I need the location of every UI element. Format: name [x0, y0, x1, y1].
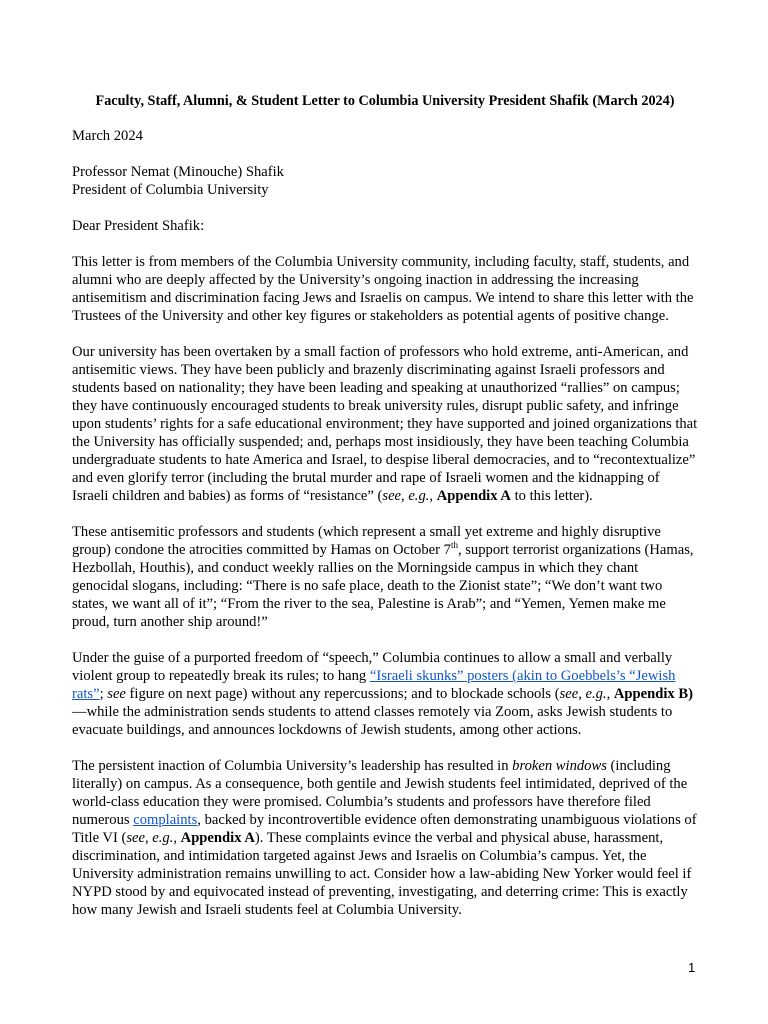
- paragraph-5-text-c: , backed by incontrovertible evidence often demonstrating unambiguous violations of Title VI (: [72, 812, 697, 846]
- paragraph-4-text-a: Under the guise of a purported freedom of “speech,” Columbia continues to allow a small and verbally violent group to repeatedly break its rules; to hang: [72, 650, 673, 684]
- broken-windows-emphasis: broken windows: [512, 758, 607, 774]
- letter-date: March 2024: [72, 128, 143, 144]
- paragraph-4-text-c: figure on next page) without any repercussions; and to blockade schools (: [125, 686, 560, 702]
- letter-title: Faculty, Staff, Alumni, & Student Letter to Columbia University President Shafik (March 2024): [95, 93, 675, 109]
- paragraph-2: [72, 343, 698, 505]
- paragraph-5-text-d: ,: [173, 830, 181, 846]
- recipient-block: [72, 163, 698, 199]
- citation-see-eg-2: see, e.g.: [559, 686, 607, 702]
- paragraph-5: [72, 757, 698, 919]
- paragraph-4-text-d: ,: [606, 686, 614, 702]
- ordinal-superscript: th: [450, 540, 458, 551]
- appendix-a-ref: Appendix A: [436, 488, 511, 504]
- paragraph-2-end: to this letter).: [510, 488, 593, 504]
- citation-see: see: [107, 686, 126, 702]
- paragraph-4: [72, 649, 698, 739]
- paragraph-5-text-b: (including literally) on campus. As a consequence, both gentile and Jewish students feel intimidated, deprived of the world-class education they were promised. Columbia’s students and professors have therefore filed numerous: [72, 758, 688, 828]
- paragraph-4-text-e: —while the administration sends students to attend classes remotely via Zoom, asks Jewish students to evacuate buildings, and announces lockdowns of Jewish students, among other actions.: [72, 704, 673, 738]
- recipient-title: President of Columbia University: [72, 182, 269, 198]
- letter-body: [72, 92, 698, 937]
- salutation: Dear President Shafik:: [72, 218, 205, 234]
- paragraph-1: This letter is from members of the Columbia University community, including faculty, staff, students, and alumni who are deeply affected by the University’s ongoing inaction in addressing the increasing antisemitism and discrimination facing Jews and Israelis on campus. We intend to share this letter with the Trustees of the University and other key figures or stakeholders as potential agents of positive change.: [72, 254, 694, 324]
- page-number: 1: [688, 960, 696, 975]
- citation-see-eg-3: see, e.g.: [126, 830, 174, 846]
- paragraph-2-text: Our university has been overtaken by a small faction of professors who hold extreme, anti-American, and antisemitic views. They have been publicly and brazenly discriminating against Israeli professors and students based on nationality; they have been leading and speaking at unauthorized “rallies” on campus; they have continuously encouraged students to break university rules, disrupt public safety, and infringe upon students’ rights for a safe educational environment; they have supported and joined organizations that the University has officially suspended; and, perhaps most insidiously, they have been teaching Columbia undergraduate students to hate America and Israel, to despise liberal democracies, and to “recontextualize” and even glorify terror (including the brutal murder and rape of Israeli women and the kidnapping of Israeli children and babies) as forms of “resistance” (: [72, 344, 698, 504]
- paragraph-5-text-a: The persistent inaction of Columbia University’s leadership has resulted in: [72, 758, 513, 774]
- paragraph-3: [72, 523, 698, 631]
- israeli-skunks-posters-link[interactable]: “Israeli skunks” posters (akin to Goebbels’s “Jewish rats”: [72, 668, 676, 702]
- paragraph-3-text-a: These antisemitic professors and students (which represent a small yet extreme and highly disruptive group) condone the atrocities committed by Hamas on October 7: [72, 524, 661, 558]
- paragraph-3-text-b: , support terrorist organizations (Hamas, Hezbollah, Houthis), and conduct weekly rallies on the Morningside campus in which they chant genocidal slogans, including: “There is no safe place, death to the Zionist state”; “We don’t want two states, we want all of it”; “From the river to the sea, Palestine is Arab”; and “Yemen, Yemen make me proud, turn another ship around!”: [72, 542, 694, 630]
- paragraph-5-text-e: ). These complaints evince the verbal and physical abuse, harassment, discrimination, and intimidation targeted against Jews and Israelis on Columbia’s campus. Yet, the University administration remains unwilling to act. Consider how a law-abiding New Yorker would feel if NYPD stood by and equivocated instead of preventing, investigating, and deterring crime: This is exactly how many Jewish and Israeli students feel at Columbia University.: [72, 830, 692, 918]
- paragraph-2-comma: ,: [429, 488, 437, 504]
- paragraph-4-text-b: ;: [99, 686, 108, 702]
- complaints-link[interactable]: complaints: [133, 812, 198, 828]
- citation-see-eg: see, e.g.: [382, 488, 430, 504]
- appendix-b-ref: Appendix B): [613, 686, 693, 702]
- appendix-a-ref-2: Appendix A: [180, 830, 255, 846]
- recipient-name: Professor Nemat (Minouche) Shafik: [72, 164, 284, 180]
